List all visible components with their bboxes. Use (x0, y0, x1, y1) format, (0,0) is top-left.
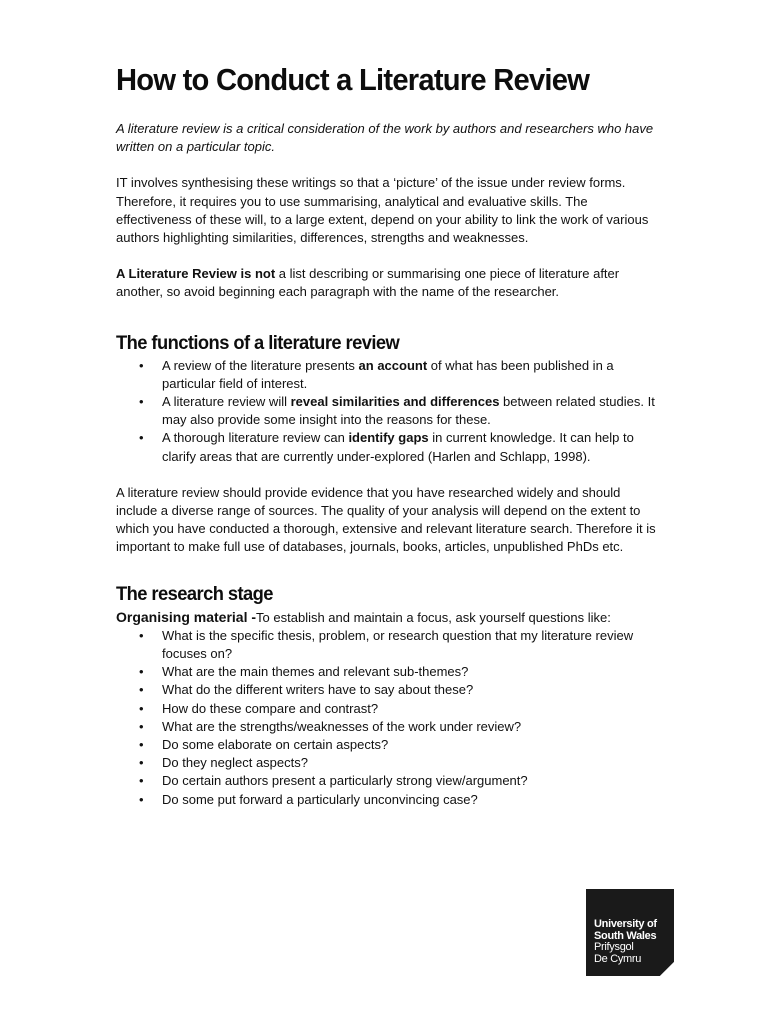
list-item-text: between related studies. It may also provide some insight into the reasons for these. (162, 394, 655, 428)
functions-list (116, 357, 656, 466)
document-page (116, 58, 656, 809)
not-list-text: a list describing or summarising one piece of literature after another, so avoid beginning each paragraph with the name of the researcher. (116, 266, 620, 300)
list-item-text: A thorough literature review can (162, 430, 349, 446)
logo-line: Prifysgol (594, 941, 634, 953)
bullet-icon: • (139, 755, 144, 771)
list-item-text: Do some put forward a particularly unconvincing case? (162, 791, 478, 807)
list-item-text: What do the different writers have to say about these? (162, 682, 474, 698)
list-item-text: Do they neglect aspects? (162, 755, 308, 771)
list-item-text: How do these compare and contrast? (162, 700, 379, 716)
logo-line: De Cymru (594, 952, 642, 965)
list-item-text: A literature review will (162, 394, 291, 410)
bullet-icon: • (139, 773, 144, 789)
not-list-bold: A Literature Review is not (116, 266, 276, 282)
synthesis-paragraph: IT involves synthesising these writings so that a ‘picture’ of the issue under review forms. Therefore, it requires you to use summarising, analytical and evaluative skills. The effectiveness of these will, to a large extent, depend on your ability to link the work of various authors highlighting similarities, differences, strengths and weaknesses. (116, 175, 649, 246)
questions-list (116, 627, 656, 809)
list-item-text: What is the specific thesis, problem, or research question that my literature review focuses on? (162, 627, 634, 662)
university-logo (586, 889, 674, 976)
functions-heading: The functions of a literature review (116, 331, 400, 354)
list-item-emphasis: an account (358, 357, 428, 373)
bullet-icon: • (139, 394, 144, 410)
organising-text: To establish and maintain a focus, ask yourself questions like: (256, 609, 611, 625)
list-item-emphasis: reveal similarities and differences (290, 394, 500, 410)
bullet-icon: • (139, 357, 144, 373)
list-item-text: What are the strengths/weaknesses of the work under review? (162, 718, 522, 734)
list-item (139, 393, 656, 429)
list-item-emphasis: identify gaps (348, 430, 429, 446)
list-item-text: of what has been published in a particular field of interest. (162, 357, 614, 391)
list-item-text: What are the main themes and relevant sub-themes? (162, 664, 469, 680)
bullet-icon: • (139, 737, 144, 753)
bullet-icon: • (139, 664, 144, 680)
research-heading: The research stage (116, 582, 273, 605)
not-list-paragraph (116, 265, 656, 301)
list-item (139, 791, 656, 809)
bullet-icon: • (139, 682, 144, 698)
list-item-text: Do certain authors present a particularly strong view/argument? (162, 773, 528, 789)
bullet-icon: • (139, 718, 144, 734)
list-item (139, 736, 656, 754)
list-item-text: in current knowledge. It can help to clarify areas that are currently under-explored (Harlen and Schlapp, 1998). (162, 430, 634, 464)
bullet-icon: • (139, 791, 144, 807)
list-item-text: A review of the literature presents (162, 357, 359, 373)
list-item (139, 718, 656, 736)
bullet-icon: • (139, 430, 144, 446)
organising-label: Organising material - (116, 608, 257, 625)
logo-line: South Wales (594, 929, 657, 942)
list-item (139, 772, 656, 790)
list-item-text: Do some elaborate on certain aspects? (162, 737, 389, 753)
list-item (139, 429, 656, 465)
bullet-icon: • (139, 700, 144, 716)
list-item (139, 357, 656, 393)
page-title: How to Conduct a Literature Review (116, 62, 590, 97)
intro-paragraph: A literature review is a critical consideration of the work by authors and researchers who have written on a particular topic. (116, 121, 654, 155)
list-item (139, 754, 656, 772)
list-item (139, 700, 656, 718)
organising-line (116, 608, 656, 627)
list-item (139, 627, 656, 663)
list-item (139, 681, 656, 699)
list-item (139, 663, 656, 681)
logo-line: University of (594, 918, 657, 930)
evidence-paragraph: A literature review should provide evidence that you have researched widely and should include a diverse range of sources. The quality of your analysis will depend on the extent to which you have conducted a thorough, extensive and relevant literature search. Therefore it is important to make full use of databases, journals, books, articles, unpublished PhDs etc. (116, 484, 656, 555)
bullet-icon: • (139, 627, 144, 643)
